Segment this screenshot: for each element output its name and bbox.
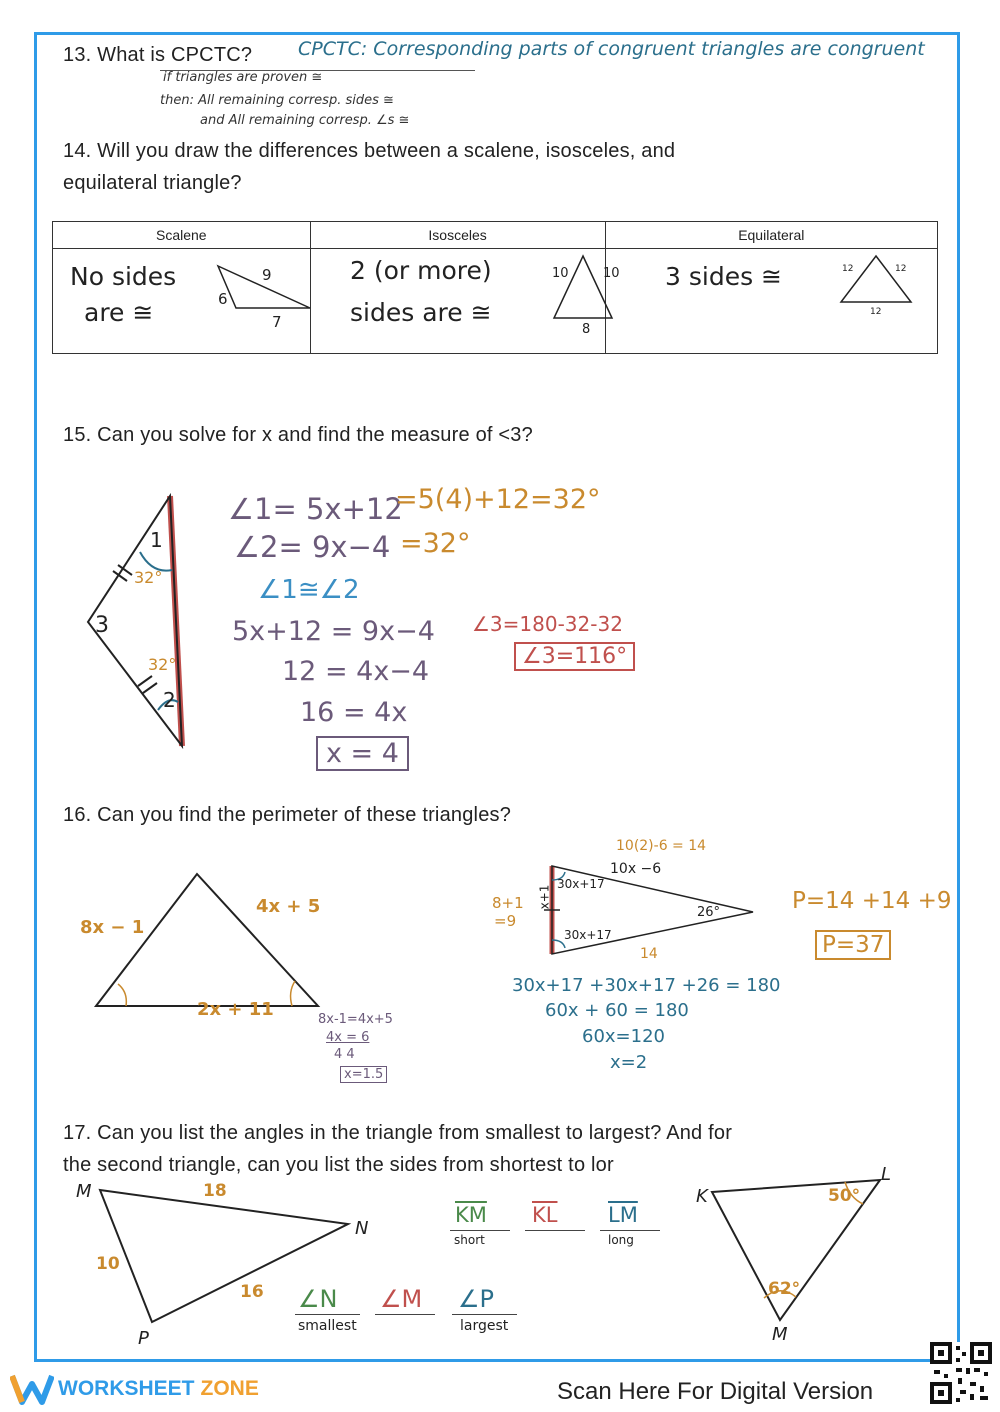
brand-word-1: WORKSHEET [58,1377,195,1400]
q15-work-1b: =5(4)+12=32° [395,484,601,515]
q14-question-line2: equilateral triangle? [63,172,242,194]
largest-note: largest [460,1318,509,1334]
tri2-angle-bottom: 30x+17 [564,928,612,942]
tri2-left-eval-1: 8+1 [492,894,524,912]
tri1-bottom-label: 2x + 11 [197,999,274,1020]
q16-work1-1: 8x-1=4x+5 [318,1012,393,1027]
q13-note-2: then: All remaining corresp. sides ≅ [160,93,394,108]
scan-text: Scan Here For Digital Version [557,1378,874,1405]
q15-work-6: 16 = 4x [300,697,408,728]
tri1-right-label: 4x + 5 [256,896,321,917]
tri2-left-eval-2: =9 [494,912,517,930]
header-isosceles: Isosceles [310,222,605,249]
angle-2-value: 32° [148,655,177,674]
shortest-note: short [454,1233,485,1247]
q16-work2-4: x=2 [610,1052,648,1073]
q13-question: 13. What is CPCTC? [63,44,253,66]
answer-line [452,1314,517,1315]
angle-n: ∠N [298,1285,338,1313]
q17-question-line2: the second triangle, can you list the sides from shortest to lor [63,1154,614,1176]
side-mp-length: 10 [96,1254,120,1274]
angle-1-label: 1 [150,528,163,552]
worksheet-zone-logo-icon [10,1372,54,1406]
triangle-types-table [52,221,938,354]
angle-3-label: 3 [95,613,109,638]
q17-triangle-2 [700,1170,890,1335]
tri2-top-label: 10x −6 [610,861,662,877]
tri2-angle-top: 30x+17 [557,877,605,891]
side-pn-length: 16 [240,1282,264,1302]
angle-2-label: 2 [163,688,176,712]
scalene-side-1: 9 [262,266,272,284]
smallest-note: smallest [298,1318,357,1334]
angle-m: ∠M [380,1285,423,1313]
angle-m-value: 62° [768,1279,801,1299]
q16-work2-1: 30x+17 +30x+17 +26 = 180 [512,975,781,996]
q16-perimeter-work: P=14 +14 +9 [792,888,952,914]
q14-question-line1: 14. Will you draw the differences between a scalene, isosceles, and [63,140,676,162]
tri-mnp-vertex-p: P [138,1328,149,1349]
equilateral-triangle [836,252,916,307]
tri-mnp-vertex-n: N [355,1218,369,1239]
angle-p: ∠P [458,1285,494,1313]
answer-line [600,1230,660,1231]
isosceles-side-3: 8 [582,322,591,337]
brand-logo [10,1372,259,1406]
q16-work1-4: x=1.5 [340,1066,387,1083]
q15-work-2b: =32° [400,528,471,559]
q16-question: 16. Can you find the perimeter of these triangles? [63,804,512,826]
equilateral-side-2: 12 [895,264,907,274]
isosceles-text-1: 2 (or more) [350,256,492,285]
tri-mnp-vertex-m: M [76,1181,92,1202]
scalene-side-3: 7 [272,313,282,331]
q15-angle3-answer: ∠3=116° [514,642,635,671]
tri-klm-vertex-m: M [772,1324,788,1345]
q15-angle3-work: ∠3=180-32-32 [472,612,623,636]
q15-work-1a: ∠1= 5x+12 [228,492,403,526]
equilateral-side-3: 12 [870,307,882,317]
scalene-side-2: 6 [218,290,228,308]
brand-word-2: ZONE [200,1377,259,1400]
equilateral-side-1: 12 [842,264,854,274]
q15-work-3: ∠1≅∠2 [258,575,360,605]
isosceles-triangle [548,252,618,324]
header-scalene: Scalene [53,222,311,249]
q15-answer-x: x = 4 [316,736,409,771]
side-km: $\overline{KM}$ [455,1203,487,1227]
equilateral-text: 3 sides ≅ [665,262,782,291]
q16-triangle-1 [90,868,330,1013]
q16-work1-2: 4x = 6 [326,1030,370,1045]
tri-klm-vertex-l: L [881,1164,892,1185]
side-lm: $\overline{LM}$ [608,1203,638,1227]
q16-work1-3: 4 4 [334,1047,355,1062]
angle-1-value: 32° [134,568,163,587]
isosceles-side-1: 10 [552,266,569,281]
tri2-left-label: x+1 [537,884,552,910]
tri2-top-eval: 10(2)-6 = 14 [616,838,707,854]
q15-question: 15. Can you solve for x and find the measure of <3? [63,424,533,446]
scalene-text-1: No sides [70,262,177,291]
qr-code-icon[interactable] [930,1342,992,1404]
q13-answer: CPCTC: Corresponding parts of congruent triangles are congruent [298,38,925,60]
tri1-left-label: 8x − 1 [80,917,145,938]
q13-note-1: if triangles are proven ≅ [163,70,323,85]
answer-line [450,1230,510,1231]
q17-question-line1: 17. Can you list the angles in the triangle from smallest to largest? And for [63,1122,733,1144]
q15-work-2a: ∠2= 9x−4 [234,530,391,564]
q16-work2-3: 60x=120 [582,1026,665,1047]
q16-work2-2: 60x + 60 = 180 [545,1000,689,1021]
longest-note: long [608,1233,634,1247]
header-equilateral: Equilateral [605,222,937,249]
angle-l-value: 50° [828,1186,861,1206]
scalene-text-2: are ≅ [84,298,154,327]
answer-line [525,1230,585,1231]
isosceles-side-2: 10 [603,266,620,281]
tri2-angle-right: 26° [697,905,721,920]
answer-line [375,1314,435,1315]
isosceles-text-2: sides are ≅ [350,298,492,327]
q13-note-3: and All remaining corresp. ∠s ≅ [200,113,410,128]
q15-work-4: 5x+12 = 9x−4 [232,616,435,647]
side-kl: $\overline{KL}$ [532,1203,558,1227]
side-mn-length: 18 [203,1181,227,1201]
tri2-bottom-label: 14 [640,946,658,962]
answer-line [295,1314,360,1315]
q16-perimeter-answer: P=37 [815,930,891,960]
tri-klm-vertex-k: K [696,1186,708,1207]
q15-work-5: 12 = 4x−4 [282,656,430,687]
